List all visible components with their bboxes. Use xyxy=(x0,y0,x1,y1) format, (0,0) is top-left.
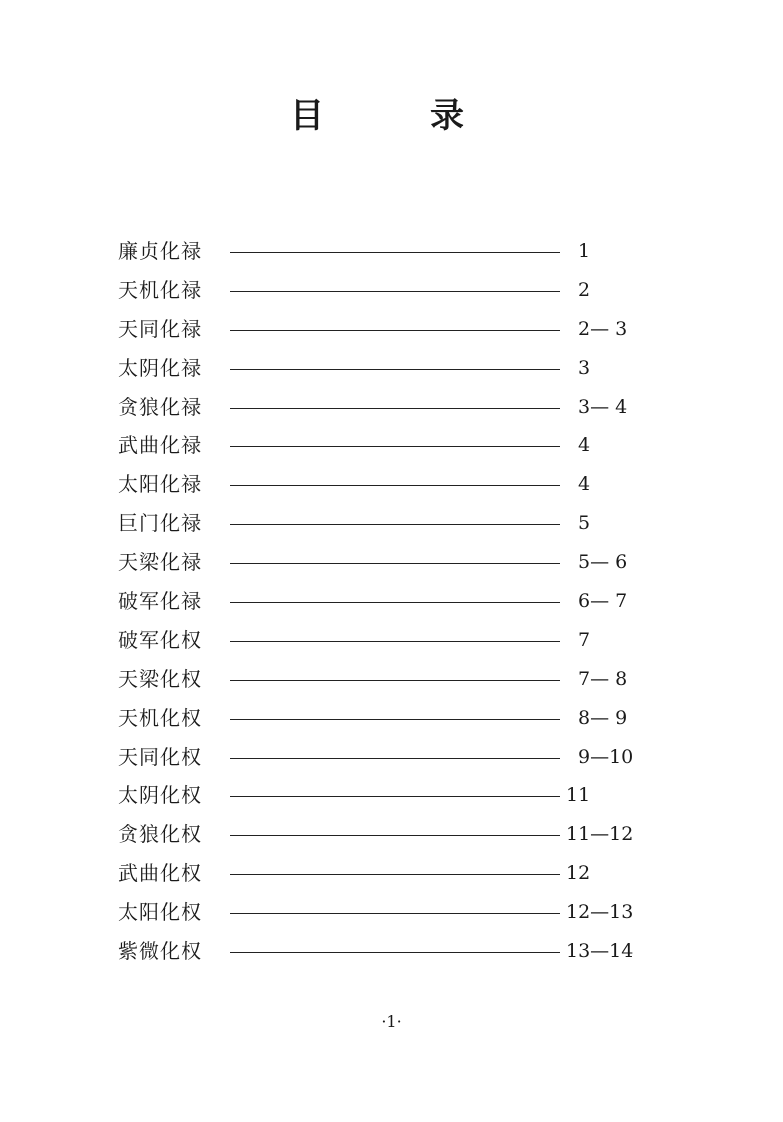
toc-entry-label: 破军化权 xyxy=(118,627,202,652)
toc-entry-page: 2— 3 xyxy=(578,317,628,340)
title-char-lu: 录 xyxy=(430,96,464,136)
toc-entry-page: 4 xyxy=(578,434,591,457)
page-title xyxy=(0,92,783,140)
toc-entry-page: 12—13 xyxy=(566,901,634,924)
toc-leader-line xyxy=(230,485,560,486)
toc-entry-label: 紫微化权 xyxy=(118,939,202,964)
toc-entry-page: 4 xyxy=(578,473,591,496)
toc-entry[interactable] xyxy=(0,855,783,894)
toc-entry[interactable] xyxy=(0,505,783,544)
toc-entry-label: 廉贞化禄 xyxy=(118,239,202,263)
toc-entry-page: 7 xyxy=(578,628,591,651)
toc-leader-line xyxy=(230,796,560,797)
toc-leader-line xyxy=(230,952,560,953)
toc-leader-line xyxy=(230,641,560,642)
toc-entry[interactable] xyxy=(0,622,783,661)
toc-entry-page: 3 xyxy=(578,356,591,379)
toc-entry-label: 天机化权 xyxy=(118,705,202,730)
toc-entry[interactable] xyxy=(0,777,783,816)
toc-leader-line xyxy=(230,408,560,409)
toc-entry[interactable] xyxy=(0,661,783,700)
toc-entry-label: 太阳化禄 xyxy=(118,472,202,497)
toc-entry-page: 12 xyxy=(566,862,591,885)
toc-leader-line xyxy=(230,563,560,564)
toc-entry-page: 3— 4 xyxy=(578,395,628,418)
toc-entry[interactable] xyxy=(0,583,783,622)
toc-leader-line xyxy=(230,680,560,681)
toc-entry[interactable] xyxy=(0,933,783,972)
toc-leader-line xyxy=(230,913,560,914)
toc-entry[interactable] xyxy=(0,544,783,583)
table-of-contents xyxy=(0,233,783,972)
toc-leader-line xyxy=(230,291,560,292)
toc-entry[interactable] xyxy=(0,739,783,778)
toc-entry-page: 13—14 xyxy=(566,940,634,963)
toc-entry-page: 5— 6 xyxy=(578,551,628,574)
toc-leader-line xyxy=(230,446,560,447)
toc-entry-page: 9—10 xyxy=(578,745,634,768)
toc-entry-label: 天同化权 xyxy=(118,744,202,769)
toc-entry[interactable] xyxy=(0,350,783,389)
toc-leader-line xyxy=(230,330,560,331)
toc-entry-page: 7— 8 xyxy=(578,667,628,690)
toc-leader-line xyxy=(230,874,560,875)
toc-entry[interactable] xyxy=(0,233,783,272)
toc-entry-page: 11—12 xyxy=(566,823,634,846)
toc-entry-page: 2 xyxy=(578,278,591,301)
title-char-mu: 目 xyxy=(290,96,324,136)
toc-entry-label: 武曲化权 xyxy=(118,861,202,886)
toc-leader-line xyxy=(230,602,560,603)
toc-entry[interactable] xyxy=(0,311,783,350)
toc-entry-label: 贪狼化权 xyxy=(118,822,202,847)
toc-leader-line xyxy=(230,369,560,370)
toc-leader-line xyxy=(230,252,560,253)
toc-leader-line xyxy=(230,758,560,759)
toc-entry[interactable] xyxy=(0,894,783,933)
toc-entry[interactable] xyxy=(0,466,783,505)
toc-entry-label: 贪狼化禄 xyxy=(118,394,202,419)
toc-entry-label: 武曲化禄 xyxy=(118,433,202,458)
toc-entry-page: 11 xyxy=(566,784,591,807)
toc-entry-page: 8— 9 xyxy=(578,706,628,729)
toc-entry[interactable] xyxy=(0,816,783,855)
toc-entry-page: 6— 7 xyxy=(578,590,628,613)
toc-leader-line xyxy=(230,835,560,836)
toc-entry-label: 天梁化禄 xyxy=(118,550,202,575)
toc-leader-line xyxy=(230,719,560,720)
toc-entry-label: 太阴化权 xyxy=(118,783,202,808)
toc-entry-label: 破军化禄 xyxy=(118,589,202,614)
page-number: ·1· xyxy=(381,1012,402,1031)
toc-entry-page: 1 xyxy=(578,240,591,262)
toc-entry-label: 天机化禄 xyxy=(118,277,202,302)
toc-entry[interactable] xyxy=(0,700,783,739)
toc-entry-label: 天梁化权 xyxy=(118,666,202,691)
toc-entry[interactable] xyxy=(0,427,783,466)
toc-entry[interactable] xyxy=(0,389,783,428)
toc-entry[interactable] xyxy=(0,272,783,311)
toc-entry-label: 太阳化权 xyxy=(118,900,202,925)
toc-entry-label: 巨门化禄 xyxy=(118,511,202,536)
toc-leader-line xyxy=(230,524,560,525)
toc-entry-label: 太阴化禄 xyxy=(118,355,202,380)
toc-entry-page: 5 xyxy=(578,512,591,535)
toc-entry-label: 天同化禄 xyxy=(118,316,202,341)
